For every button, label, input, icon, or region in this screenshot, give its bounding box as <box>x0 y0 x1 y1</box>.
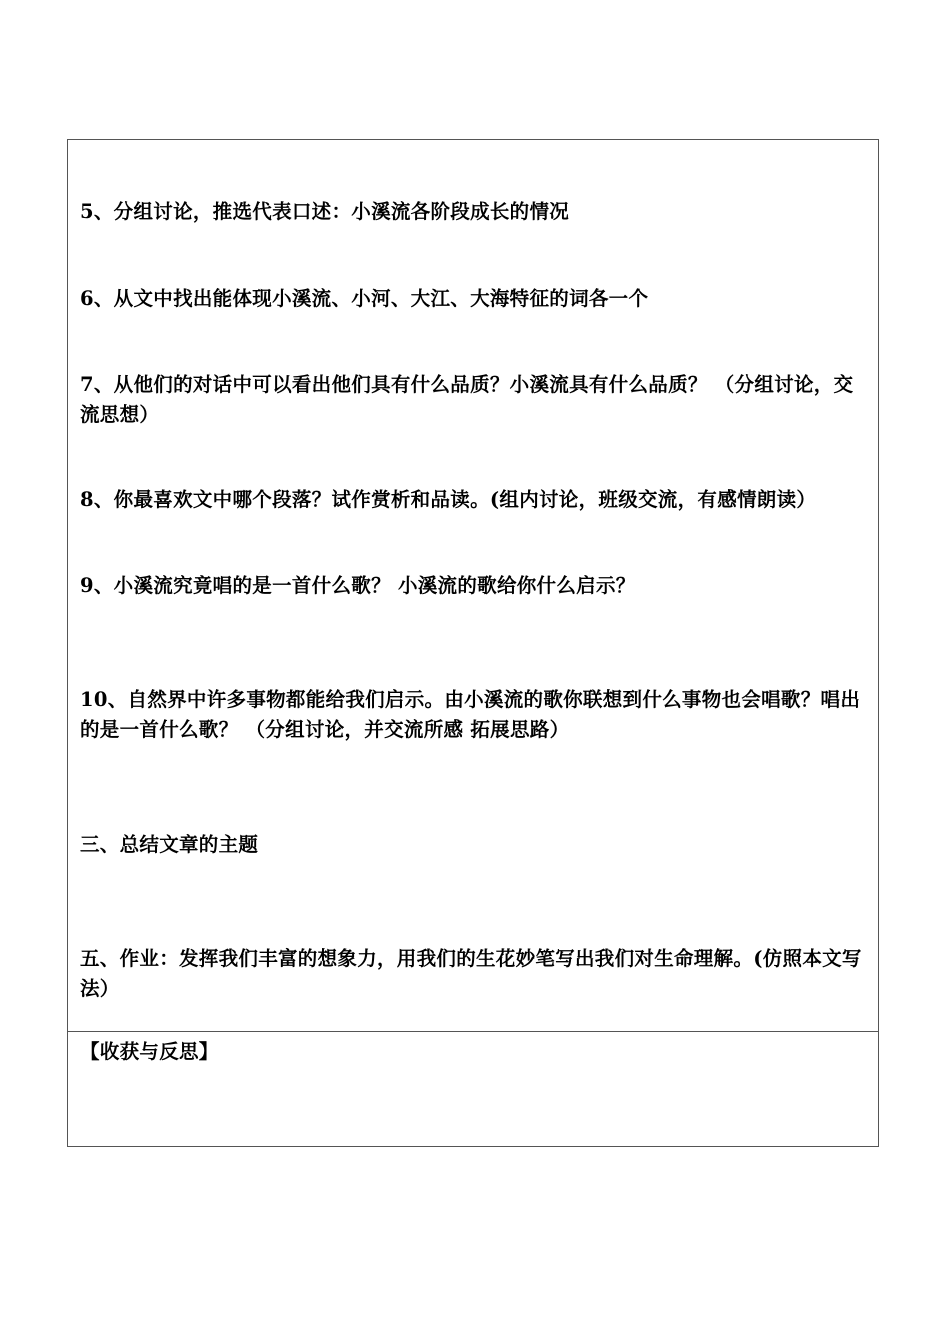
question-5: 5、分组讨论，推选代表口述：小溪流各阶段成长的情况 <box>80 200 570 223</box>
question-7: 7、从他们的对话中可以看出他们具有什么品质？小溪流具有什么品质？ （分组讨论，交流思想） <box>80 373 854 426</box>
question-6: 6、从文中找出能体现小溪流、小河、大江、大海特征的词各一个 <box>80 287 649 310</box>
section-summary: 三、总结文章的主题 <box>80 833 259 856</box>
section-homework: 五、作业：发挥我们丰富的想象力，用我们的生花妙笔写出我们对生命理解。(仿照本文写法） <box>80 947 862 1000</box>
table-divider <box>68 1031 878 1032</box>
reflection-title: 【收获与反思】 <box>80 1040 219 1063</box>
question-10: 10、自然界中许多事物都能给我们启示。由小溪流的歌你联想到什么事物也会唱歌？唱出的是一首什么歌？ （分组讨论，并交流所感 拓展思路） <box>80 688 861 741</box>
question-9: 9、小溪流究竟唱的是一首什么歌？ 小溪流的歌给你什么启示？ <box>80 574 636 597</box>
lesson-table <box>67 139 879 1147</box>
question-8: 8、你最喜欢文中哪个段落？试作赏析和品读。(组内讨论，班级交流，有感情朗读） <box>80 488 817 511</box>
